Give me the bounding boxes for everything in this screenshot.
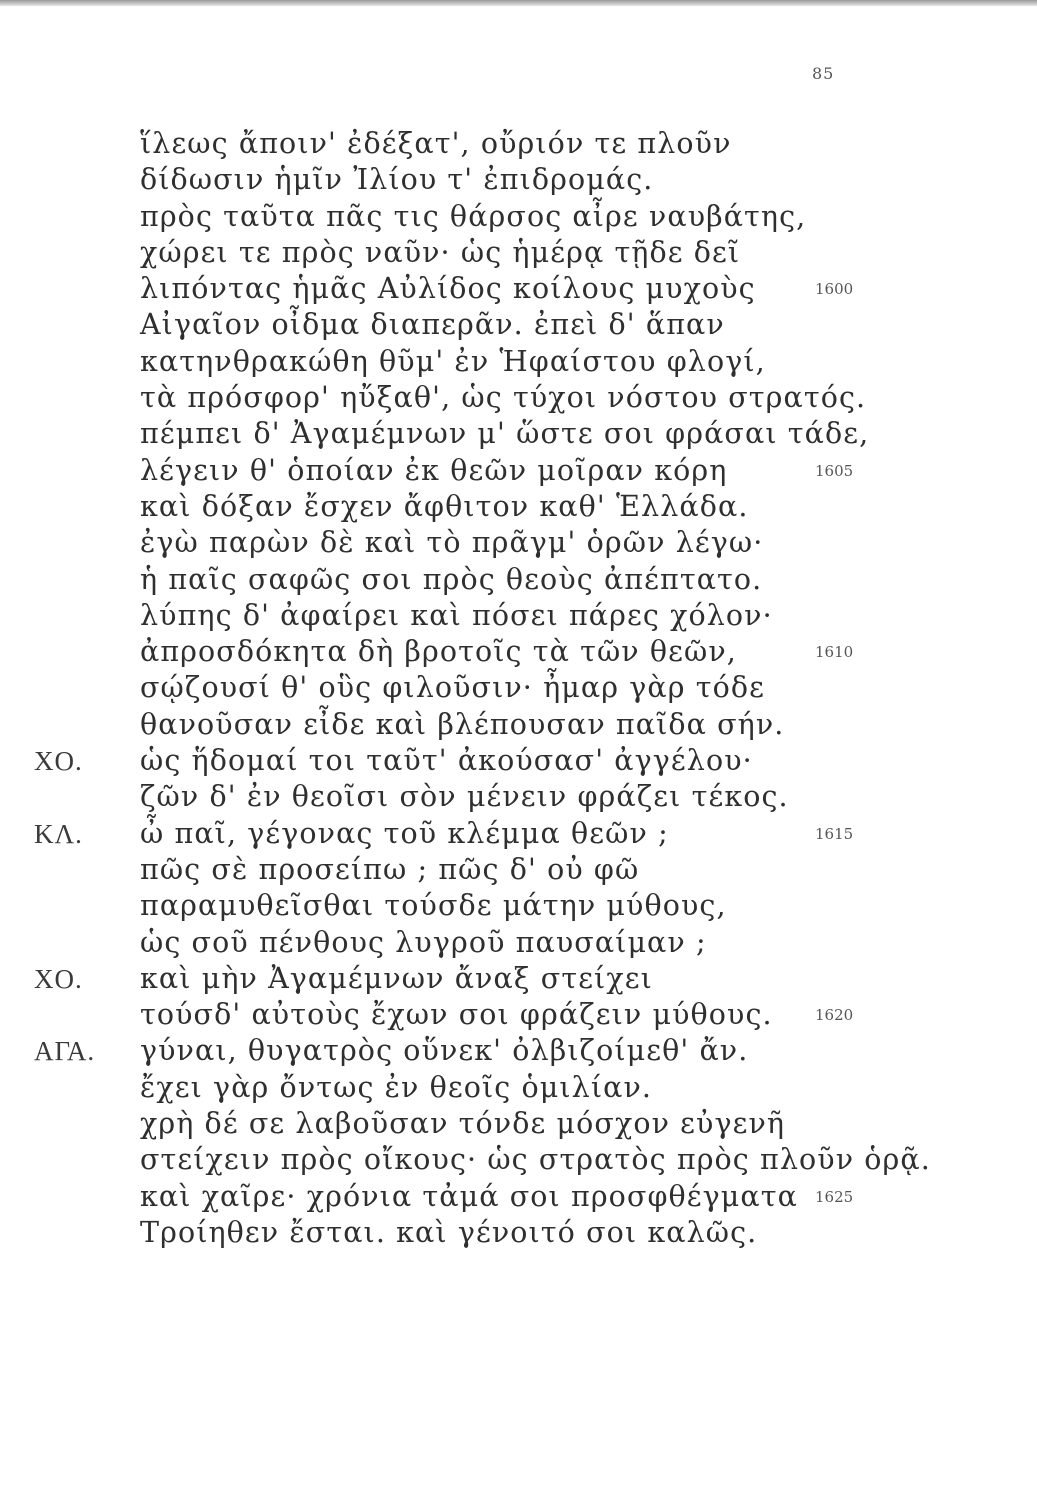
verse-line [0,562,1037,598]
verse-line [0,489,1037,525]
verse-line [0,961,1037,997]
verse-text: πῶς σὲ προσείπω ; πῶς δ' οὐ φῶ [140,852,640,886]
verse-line [0,199,1037,235]
line-number: 1615 [815,824,854,843]
verse-line [0,344,1037,380]
verse-text: Αἰγαῖον οἶδμα διαπερᾶν. ἐπεὶ δ' ἅπαν [140,308,725,342]
verse-text: Τροίηθεν ἔσται. καὶ γένοιτό σοι καλῶς. [140,1215,758,1249]
verse-text: ἡ παῖς σαφῶς σοι πρὸς θεοὺς ἀπέπτατο. [140,562,763,596]
speaker-label: ΧΟ. [34,963,83,994]
verse-text: ὦ παῖ, γέγονας τοῦ κλέμμα θεῶν ; [140,816,669,850]
speaker-label: ΚΛ. [34,818,83,849]
verse-line [0,162,1037,198]
line-number: 1620 [815,1006,854,1025]
verse-text: παραμυθεῖσθαι τούσδε μάτην μύθους, [140,889,727,923]
verse-text: γύναι, θυγατρὸς οὕνεκ' ὀλβιζοίμεθ' ἄν. [140,1034,749,1068]
verse-text: τούσδ' αὐτοὺς ἔχων σοι φράζειν μύθους. [140,998,773,1032]
verse-text: λιπόντας ἡμᾶς Αὐλίδος κοίλους μυχοὺς [140,272,756,306]
page-top-edge [0,0,1037,6]
verse-text: λύπης δ' ἀφαίρει καὶ πόσει πάρες χόλον· [140,598,773,632]
verse-text: σῴζουσί θ' οὓς φιλοῦσιν· ἦμαρ γὰρ τόδε [140,671,766,705]
verse-line [0,779,1037,815]
verse-line [0,271,1037,307]
verse-line [0,852,1037,888]
verse-text: δίδωσιν ἡμῖν Ἰλίου τ' ἐπιδρομάς. [140,163,654,197]
line-number: 1605 [815,461,854,480]
verse-line [0,997,1037,1033]
verse-text: χώρει τε πρὸς ναῦν· ὡς ἡμέρᾳ τῇδε δεῖ [140,235,741,269]
verse-line [0,634,1037,670]
verse-line [0,1106,1037,1142]
verse-line [0,1070,1037,1106]
verse-text: ὡς σοῦ πένθους λυγροῦ παυσαίμαν ; [140,925,707,959]
verse-line [0,307,1037,343]
verse-block [0,126,1037,1251]
verse-line [0,888,1037,924]
verse-line [0,670,1037,706]
speaker-label: ΧΟ. [34,746,83,777]
verse-text: πέμπει δ' Ἀγαμέμνων μ' ὥστε σοι φράσαι τάδε, [140,417,870,451]
verse-line [0,743,1037,779]
verse-text: λέγειν θ' ὁποίαν ἐκ θεῶν μοῖραν κόρη [140,453,728,487]
verse-text: κατηνθρακώθη θῦμ' ἐν Ἡφαίστου φλογί, [140,344,766,378]
verse-text: ἐγὼ παρὼν δὲ καὶ τὸ πρᾶγμ' ὁρῶν λέγω· [140,526,764,560]
speaker-label: ΑΓΑ. [34,1036,96,1067]
verse-text: τὰ πρόσφορ' ηὔξαθ', ὡς τύχοι νόστου στρατός. [140,381,867,415]
verse-line [0,1142,1037,1178]
verse-text: ἔχει γὰρ ὄντως ἐν θεοῖς ὁμιλίαν. [140,1070,653,1104]
page-number: 85 [812,64,835,83]
line-number: 1610 [815,643,854,662]
verse-line [0,1179,1037,1215]
verse-line [0,816,1037,852]
line-number: 1625 [815,1187,854,1206]
verse-line [0,525,1037,561]
verse-line [0,598,1037,634]
line-number: 1600 [815,280,854,299]
verse-line [0,707,1037,743]
verse-text: ὡς ἥδομαί τοι ταῦτ' ἀκούσασ' ἀγγέλου· [140,744,753,778]
verse-text: καὶ δόξαν ἔσχεν ἄφθιτον καθ' Ἑλλάδα. [140,489,749,523]
verse-text: καὶ χαῖρε· χρόνια τἀμά σοι προσφθέγματα [140,1179,798,1213]
verse-line [0,1033,1037,1069]
verse-text: ἀπροσδόκητα δὴ βροτοῖς τὰ τῶν θεῶν, [140,635,737,669]
verse-text: ἵλεως ἄποιν' ἐδέξατ', οὔριόν τε πλοῦν [140,127,732,160]
verse-line [0,925,1037,961]
verse-text: θανοῦσαν εἶδε καὶ βλέπουσαν παῖδα σήν. [140,707,785,741]
verse-line [0,453,1037,489]
verse-line [0,235,1037,271]
verse-text: πρὸς ταῦτα πᾶς τις θάρσος αἶρε ναυβάτης, [140,199,807,233]
verse-text: στείχειν πρὸς οἴκους· ὡς στρατὸς πρὸς πλοῦν ὁρᾷ. [140,1143,931,1177]
verse-text: καὶ μὴν Ἀγαμέμνων ἄναξ στείχει [140,961,653,995]
verse-text: χρὴ δέ σε λαβοῦσαν τόνδε μόσχον εὐγενῆ [140,1107,786,1141]
verse-line [0,1215,1037,1251]
verse-line [0,416,1037,452]
verse-text: ζῶν δ' ἐν θεοῖσι σὸν μένειν φράζει τέκος. [140,780,789,814]
verse-line [0,380,1037,416]
verse-line [0,126,1037,162]
